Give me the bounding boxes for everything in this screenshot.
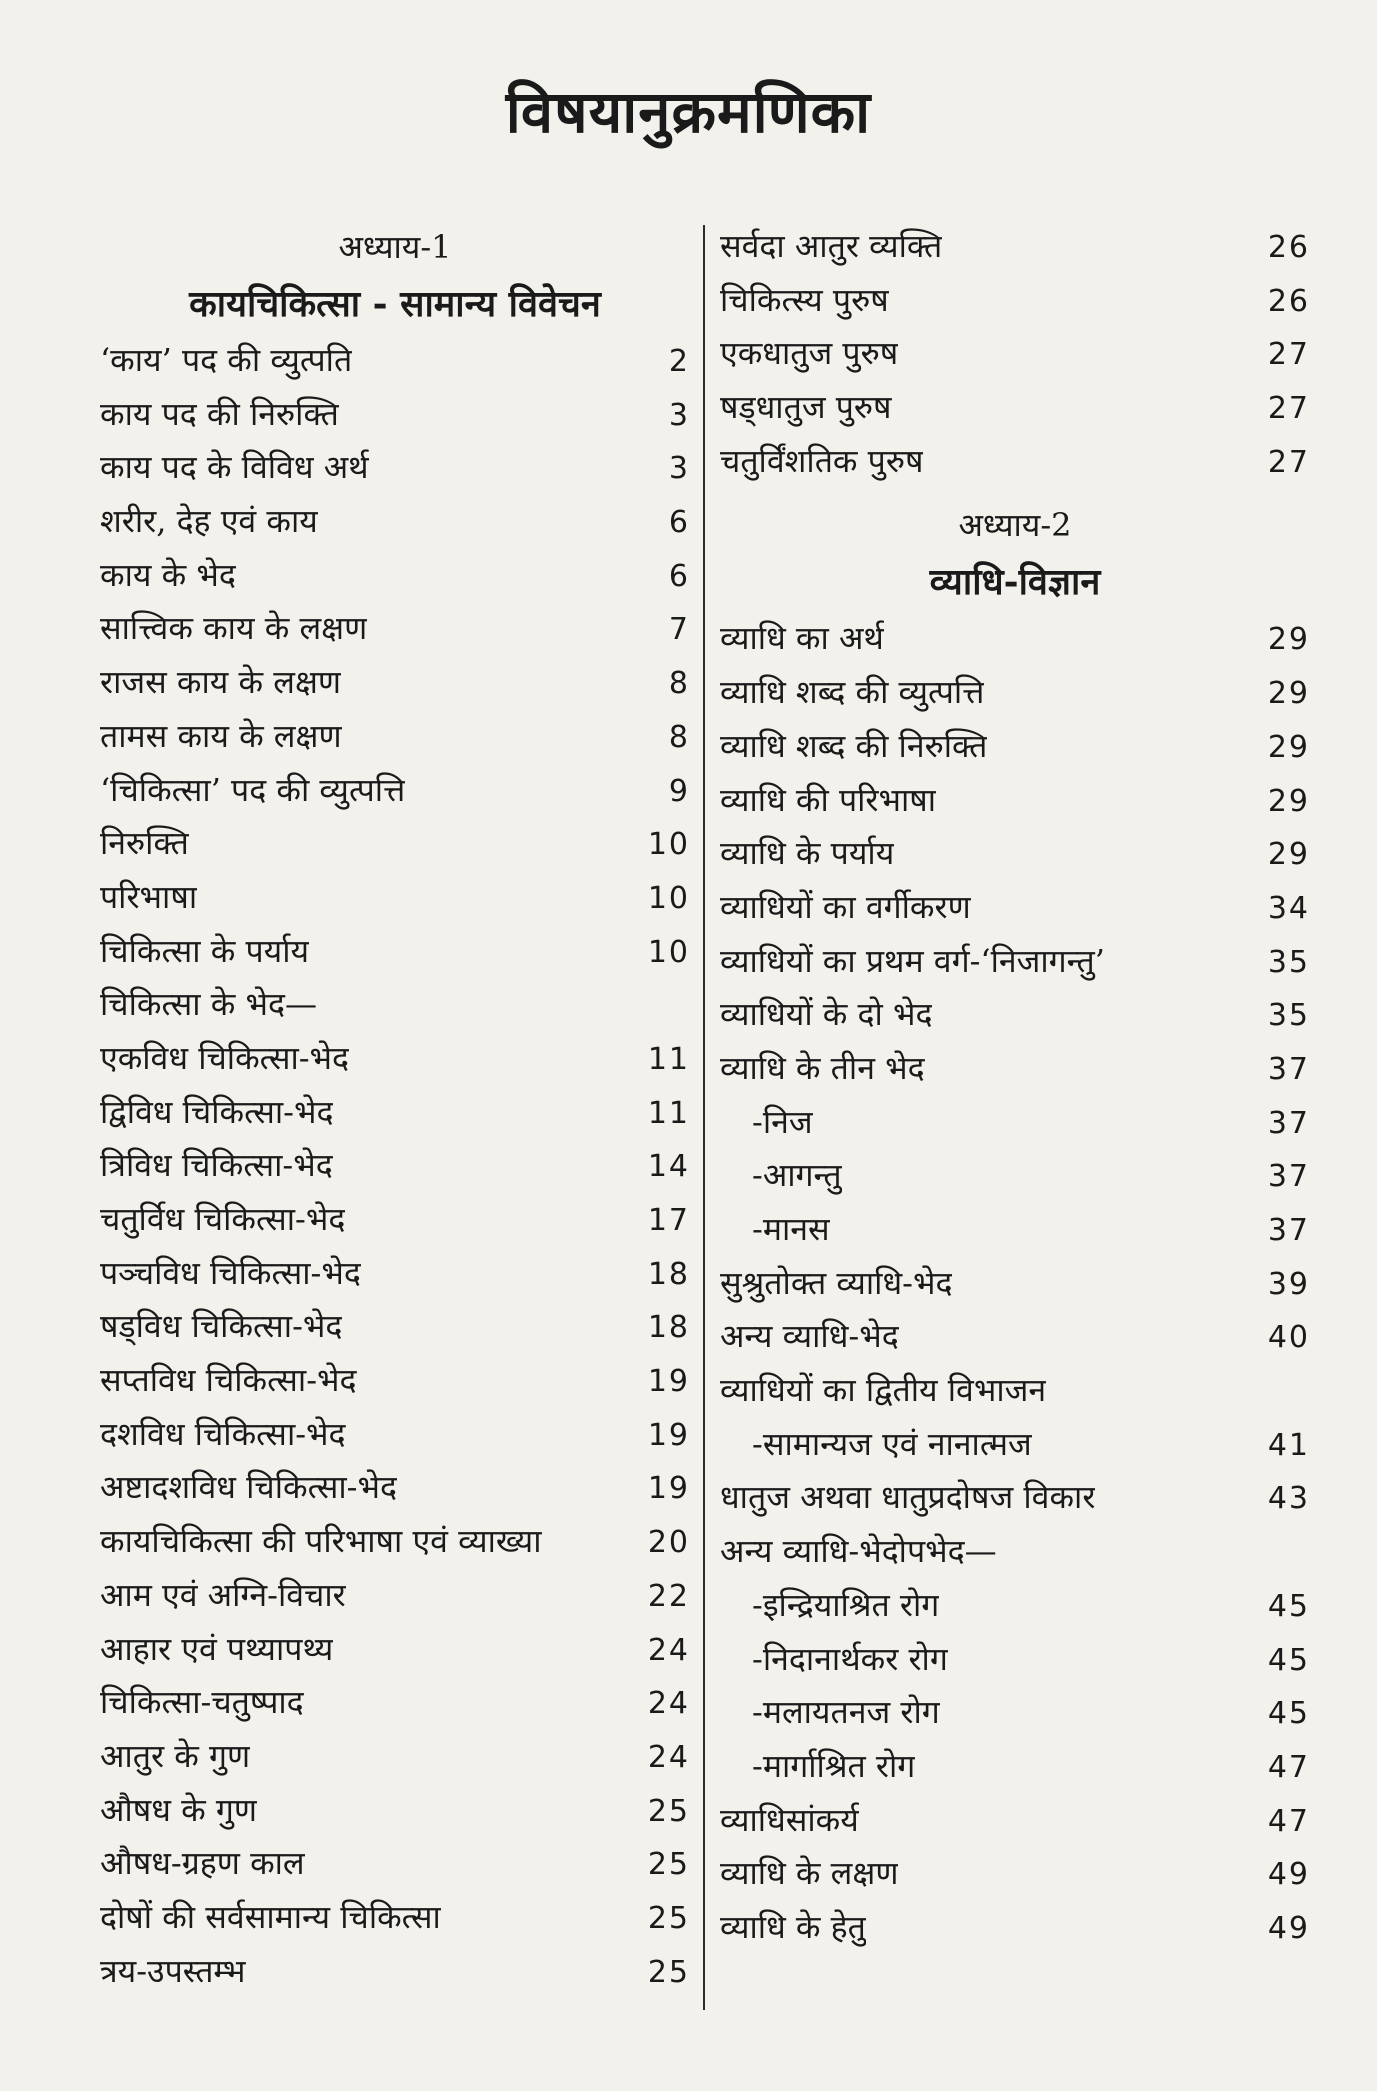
- toc-entry-label: एकधातुज पुरुष: [720, 334, 899, 373]
- toc-entry-page: 2: [668, 344, 690, 379]
- toc-entry-page: 37: [1267, 1105, 1310, 1141]
- toc-entry-page: 14: [647, 1149, 690, 1185]
- toc-entry-label: चतुर्विध चिकित्सा-भेद: [100, 1200, 346, 1238]
- toc-entry-page: 22: [647, 1578, 690, 1614]
- toc-entry-label: व्याधि शब्द की व्युत्पत्ति: [720, 673, 985, 712]
- toc-entry-label: एकविध चिकित्सा-भेद: [100, 1038, 350, 1077]
- toc-entry: [100, 1247, 690, 1301]
- toc-entry-page: 29: [1267, 837, 1310, 873]
- toc-entry: [720, 1042, 1310, 1096]
- toc-entry-page: 45: [1267, 1696, 1310, 1732]
- toc-entry-label: अन्य व्याधि-भेदोपभेद—: [720, 1532, 997, 1571]
- toc-entry: [720, 988, 1310, 1042]
- toc-entry-page: 18: [647, 1310, 690, 1346]
- toc-entry-label: व्याधि के लक्षण: [720, 1854, 899, 1893]
- toc-entry: [100, 764, 690, 818]
- toc-entry: [100, 602, 690, 656]
- toc-entry: [720, 1901, 1310, 1955]
- toc-entry-page: 26: [1267, 230, 1310, 265]
- toc-entry: [720, 1686, 1310, 1740]
- toc-entry: [100, 1676, 690, 1730]
- toc-entry: [720, 1794, 1310, 1848]
- toc-entry: [720, 1418, 1310, 1472]
- toc-entry: [100, 656, 690, 710]
- toc-entry: [100, 1515, 690, 1569]
- toc-entry-label: -सामान्यज एवं नानात्मज: [752, 1424, 1032, 1463]
- toc-entry-page: 20: [647, 1525, 690, 1561]
- toc-entry: [100, 388, 690, 442]
- chapter-1-continued-entries: [720, 220, 1310, 488]
- toc-entry-page: 29: [1267, 676, 1310, 712]
- toc-entry: [720, 1310, 1310, 1364]
- toc-entry: [100, 1193, 690, 1247]
- toc-entry: [100, 817, 690, 871]
- toc-entry: [100, 1891, 690, 1945]
- toc-entry: [720, 435, 1310, 489]
- toc-entry-label: अष्टादशविध चिकित्सा-भेद: [100, 1468, 397, 1507]
- toc-entry-label: सुश्रुतोक्त व्याधि-भेद: [720, 1263, 953, 1302]
- chapter-2-title: व्याधि-विज्ञान: [929, 561, 1101, 604]
- column-divider: [703, 225, 705, 2010]
- toc-entry: [720, 1740, 1310, 1794]
- chapter-1-entries: [100, 334, 690, 1998]
- toc-entry: [100, 978, 690, 1032]
- toc-entry-label: व्याधियों का द्वितीय विभाजन: [720, 1371, 1047, 1410]
- toc-entry-label: व्याधि के पर्याय: [720, 834, 895, 873]
- toc-entry-page: 3: [668, 397, 690, 433]
- toc-entry-page: 24: [647, 1686, 690, 1722]
- toc-entry-page: 34: [1267, 890, 1310, 926]
- chapter-1-number: अध्याय-1: [338, 228, 452, 266]
- toc-entry-page: 19: [647, 1417, 690, 1453]
- toc-entry-page: 19: [647, 1364, 690, 1400]
- toc-entry-page: 10: [647, 827, 690, 863]
- toc-entry-label: षड्धातुज पुरुष: [720, 388, 892, 427]
- toc-entry-label: निरुक्ति: [100, 824, 189, 863]
- toc-entry: [720, 666, 1310, 720]
- toc-entry-page: 49: [1267, 1910, 1310, 1946]
- toc-entry-label: -निज: [752, 1102, 813, 1141]
- toc-entry-page: 29: [1267, 783, 1310, 819]
- toc-entry: [720, 1847, 1310, 1901]
- toc-entry: [720, 1149, 1310, 1203]
- toc-entry-label: -इन्द्रियाश्रित रोग: [752, 1585, 940, 1624]
- toc-entry-page: 11: [647, 1041, 690, 1077]
- toc-entry-label: व्याधि के तीन भेद: [720, 1048, 925, 1087]
- toc-entry-label: आतुर के गुण: [100, 1736, 251, 1775]
- toc-entry: [100, 1139, 690, 1193]
- left-column: [100, 220, 690, 1998]
- toc-entry-page: 37: [1267, 1159, 1310, 1195]
- toc-entry: [100, 1569, 690, 1623]
- toc-entry-page: 41: [1267, 1427, 1310, 1463]
- toc-entry-label: चिकित्सा के भेद—: [100, 985, 317, 1024]
- toc-entry-label: काय पद के विविध अर्थ: [100, 448, 369, 487]
- toc-entry: [720, 881, 1310, 935]
- toc-entry-page: 11: [647, 1095, 690, 1131]
- toc-entry-page: 26: [1267, 283, 1310, 319]
- toc-entry-page: 35: [1267, 998, 1310, 1034]
- toc-entry-page: 47: [1267, 1803, 1310, 1839]
- toc-entry-label: ‘चिकित्सा’ पद की व्युत्पत्ति: [100, 770, 406, 809]
- toc-entry-label: औषध-ग्रहण काल: [100, 1844, 305, 1883]
- toc-entry-label: षड्विध चिकित्सा-भेद: [100, 1307, 343, 1346]
- chapter-2-number: अध्याय-2: [958, 506, 1072, 545]
- toc-entry-page: 37: [1267, 1213, 1310, 1248]
- toc-entry-page: 6: [668, 505, 690, 541]
- toc-entry-page: 27: [1267, 337, 1310, 373]
- toc-entry-label: त्रय-उपस्तम्भ: [100, 1951, 246, 1990]
- toc-entry-label: व्याधिसांकर्य: [720, 1800, 859, 1839]
- toc-entry-label: व्याधि शब्द की निरुक्ति: [720, 726, 988, 765]
- toc-entry-page: 17: [647, 1203, 690, 1238]
- toc-entry-label: काय पद की निरुक्ति: [100, 394, 339, 433]
- toc-entry: [100, 710, 690, 764]
- toc-entry-page: 19: [647, 1471, 690, 1507]
- toc-entry-page: 24: [647, 1739, 690, 1775]
- toc-entry-label: ‘काय’ पद की व्युत्पति: [100, 341, 353, 379]
- toc-entry: [720, 774, 1310, 828]
- right-column: [720, 220, 1310, 1955]
- toc-entry: [720, 1096, 1310, 1150]
- toc-entry-label: -मानस: [752, 1210, 830, 1248]
- toc-entry-label: राजस काय के लक्षण: [100, 663, 342, 702]
- toc-entry: [720, 1364, 1310, 1418]
- toc-entry: [720, 1579, 1310, 1633]
- toc-entry: [720, 381, 1310, 435]
- toc-entry-label: सर्वदा आतुर व्यक्ति: [720, 227, 943, 265]
- toc-entry-page: 45: [1267, 1588, 1310, 1624]
- toc-entry: [720, 1525, 1310, 1579]
- toc-entry-page: 25: [647, 1954, 690, 1990]
- toc-entry-page: 37: [1267, 1051, 1310, 1087]
- toc-entry-label: आहार एवं पथ्यापथ्य: [100, 1629, 334, 1668]
- toc-entry: [100, 1730, 690, 1784]
- toc-entry-label: शरीर, देह एवं काय: [100, 502, 318, 541]
- toc-entry-label: औषध के गुण: [100, 1790, 257, 1829]
- toc-entry-page: 25: [647, 1793, 690, 1829]
- toc-entry-label: आम एवं अग्नि-विचार: [100, 1575, 346, 1614]
- toc-entry-label: व्याधियों के दो भेद: [720, 995, 933, 1034]
- toc-entry-page: 6: [668, 558, 690, 594]
- toc-entry-label: -मलायतनज रोग: [752, 1693, 940, 1732]
- toc-entry-page: 40: [1267, 1320, 1310, 1356]
- toc-entry: [720, 1471, 1310, 1525]
- toc-entry-page: 3: [668, 451, 690, 487]
- toc-entry: [100, 1086, 690, 1140]
- toc-entry: [100, 1784, 690, 1838]
- toc-entry-label: परिभाषा: [100, 877, 198, 916]
- toc-entry-label: चिकित्सा के पर्याय: [100, 931, 310, 970]
- toc-entry-label: व्याधि की परिभाषा: [720, 780, 937, 819]
- toc-entry: [100, 1461, 690, 1515]
- toc-entry-page: 8: [668, 719, 690, 755]
- toc-entry: [720, 220, 1310, 274]
- toc-entry-label: कायचिकित्सा की परिभाषा एवं व्याख्या: [100, 1522, 542, 1561]
- toc-entry: [720, 274, 1310, 328]
- toc-entry: [100, 1837, 690, 1891]
- page-title: विषयानुक्रमणिका: [505, 78, 872, 146]
- toc-entry-label: सप्तविध चिकित्सा-भेद: [100, 1361, 357, 1400]
- toc-entry-label: दोषों की सर्वसामान्य चिकित्सा: [100, 1897, 441, 1936]
- toc-entry: [100, 1623, 690, 1677]
- toc-entry: [100, 1032, 690, 1086]
- toc-entry-page: 35: [1267, 944, 1310, 980]
- toc-entry-page: 27: [1267, 391, 1310, 427]
- toc-entry-page: 10: [647, 880, 690, 916]
- toc-entry-label: -निदानार्थकर रोग: [752, 1639, 948, 1678]
- toc-entry: [720, 1203, 1310, 1257]
- toc-entry: [720, 1633, 1310, 1687]
- toc-entry: [100, 1300, 690, 1354]
- toc-entry: [100, 1945, 690, 1999]
- toc-entry-label: धातुज अथवा धातुप्रदोषज विकार: [720, 1478, 1096, 1517]
- toc-entry-page: 25: [647, 1900, 690, 1936]
- toc-entry-label: द्विविध चिकित्सा-भेद: [100, 1092, 334, 1131]
- toc-entry-page: 29: [1267, 729, 1310, 765]
- toc-entry-page: 47: [1267, 1749, 1310, 1785]
- toc-entry-page: 8: [668, 666, 690, 702]
- toc-entry: [100, 1354, 690, 1408]
- toc-entry: [100, 925, 690, 979]
- toc-entry: [100, 495, 690, 549]
- toc-entry: [100, 871, 690, 925]
- toc-entry: [100, 549, 690, 603]
- toc-entry-label: काय के भेद: [100, 555, 236, 594]
- toc-entry: [100, 334, 690, 388]
- toc-entry: [720, 720, 1310, 774]
- toc-entry-label: व्याधि के हेतु: [720, 1907, 866, 1946]
- chapter-1-title: कायचिकित्सा - सामान्य विवेचन: [189, 283, 601, 325]
- toc-entry-page: 27: [1267, 444, 1310, 480]
- toc-entry-page: 39: [1267, 1266, 1310, 1302]
- toc-entry-label: तामस काय के लक्षण: [100, 716, 342, 755]
- toc-entry-label: चिकित्स्य पुरुष: [720, 280, 889, 319]
- toc-entry-label: दशविध चिकित्सा-भेद: [100, 1414, 346, 1453]
- toc-entry-label: पञ्चविध चिकित्सा-भेद: [100, 1253, 361, 1292]
- toc-entry-page: 7: [668, 612, 690, 648]
- toc-entry-page: 10: [647, 934, 690, 970]
- toc-entry-page: 45: [1267, 1642, 1310, 1678]
- toc-entry-page: 24: [647, 1632, 690, 1668]
- toc-entry: [720, 612, 1310, 666]
- toc-entry: [720, 827, 1310, 881]
- toc-entry: [720, 935, 1310, 989]
- toc-entry-page: 29: [1267, 622, 1310, 658]
- toc-entry-label: व्याधि का अर्थ: [720, 619, 884, 658]
- toc-entry-label: चतुर्विंशतिक पुरुष: [720, 441, 924, 480]
- toc-entry-page: 43: [1267, 1481, 1310, 1517]
- chapter-2-entries: [720, 612, 1310, 1954]
- toc-entry: [100, 1408, 690, 1462]
- toc-entry: [720, 1257, 1310, 1311]
- toc-entry-label: चिकित्सा-चतुष्पाद: [100, 1683, 304, 1722]
- toc-entry-page: 18: [647, 1256, 690, 1292]
- toc-entry-page: 25: [647, 1847, 690, 1883]
- toc-entry: [100, 441, 690, 495]
- toc-entry-label: त्रिविध चिकित्सा-भेद: [100, 1146, 333, 1185]
- toc-entry-label: -मार्गाश्रित रोग: [752, 1746, 916, 1785]
- toc-entry-label: सात्त्विक काय के लक्षण: [100, 609, 368, 648]
- toc-entry-label: अन्य व्याधि-भेद: [720, 1317, 899, 1356]
- toc-entry: [720, 327, 1310, 381]
- toc-entry-label: व्याधियों का वर्गीकरण: [720, 887, 971, 926]
- toc-entry-page: 49: [1267, 1857, 1310, 1893]
- toc-entry-label: -आगन्तु: [752, 1156, 842, 1195]
- toc-entry-label: व्याधियों का प्रथम वर्ग-‘निजागन्तु’: [720, 941, 1105, 980]
- toc-entry-page: 9: [668, 773, 690, 809]
